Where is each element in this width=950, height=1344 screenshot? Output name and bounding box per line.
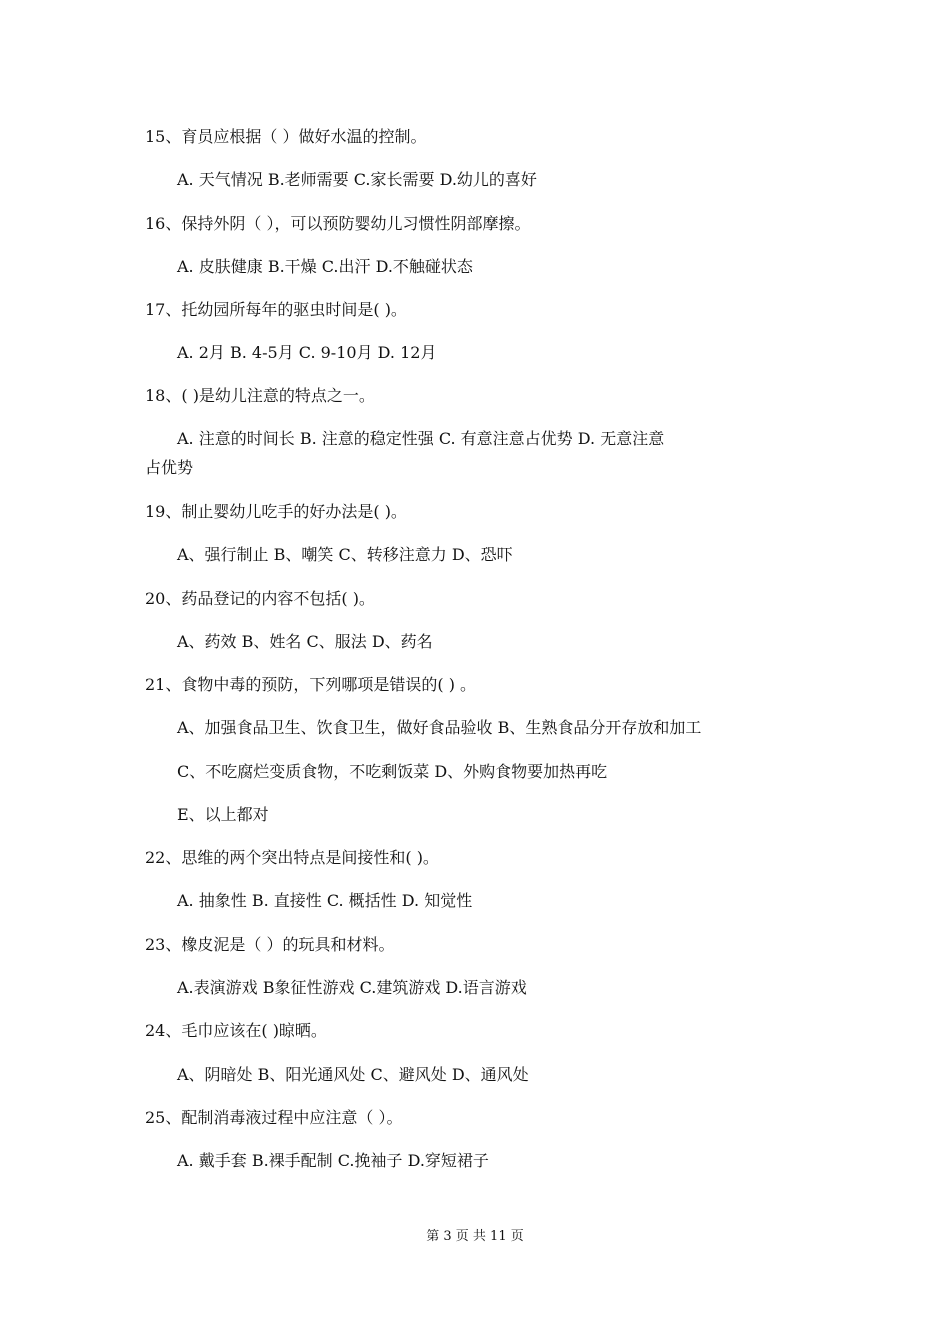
question-23: 23、橡皮泥是（ ）的玩具和材料。 bbox=[145, 935, 395, 954]
question-25-options: A. 戴手套 B.裸手配制 C.挽袖子 D.穿短裙子 bbox=[177, 1151, 489, 1170]
question-20-options: A、药效 B、姓名 C、服法 D、药名 bbox=[177, 632, 433, 651]
question-22: 22、思维的两个突出特点是间接性和( )。 bbox=[145, 848, 439, 867]
page-number-footer: 第 3 页 共 11 页 bbox=[426, 1229, 524, 1244]
question-20: 20、药品登记的内容不包括( )。 bbox=[145, 589, 375, 608]
question-17: 17、托幼园所每年的驱虫时间是( )。 bbox=[145, 300, 407, 319]
question-19: 19、制止婴幼儿吃手的好办法是( )。 bbox=[145, 502, 407, 521]
question-18-options: A. 注意的时间长 B. 注意的稳定性强 C. 有意注意占优势 D. 无意注意 bbox=[177, 429, 665, 448]
question-18: 18、( )是幼儿注意的特点之一。 bbox=[145, 386, 375, 405]
question-16: 16、保持外阴（ ），可以预防婴幼儿习惯性阴部摩擦。 bbox=[145, 214, 531, 233]
question-23-options: A.表演游戏 B象征性游戏 C.建筑游戏 D.语言游戏 bbox=[177, 978, 527, 997]
question-16-options: A. 皮肤健康 B.干燥 C.出汗 D.不触碰状态 bbox=[177, 257, 473, 276]
question-22-options: A. 抽象性 B. 直接性 C. 概括性 D. 知觉性 bbox=[177, 891, 473, 910]
question-18-options-continuation: 占优势 bbox=[145, 458, 194, 477]
question-21-options-row-3: E、以上都对 bbox=[177, 805, 269, 824]
question-15-options: A. 天气情况 B.老师需要 C.家长需要 D.幼儿的喜好 bbox=[177, 170, 537, 189]
question-21-options-row-2: C、不吃腐烂变质食物，不吃剩饭菜 D、外购食物要加热再吃 bbox=[177, 762, 608, 781]
question-21: 21、食物中毒的预防，下列哪项是错误的( ) 。 bbox=[145, 675, 477, 694]
question-15: 15、育员应根据（ ）做好水温的控制。 bbox=[145, 127, 427, 146]
question-21-options-row-1: A、加强食品卫生、饮食卫生，做好食品验收 B、生熟食品分开存放和加工 bbox=[177, 718, 702, 737]
question-24-options: A、阴暗处 B、阳光通风处 C、避风处 D、通风处 bbox=[177, 1065, 529, 1084]
question-17-options: A. 2月 B. 4-5月 C. 9-10月 D. 12月 bbox=[177, 343, 437, 362]
question-25: 25、配制消毒液过程中应注意（ ）。 bbox=[145, 1108, 403, 1127]
question-19-options: A、强行制止 B、嘲笑 C、转移注意力 D、恐吓 bbox=[177, 545, 513, 564]
question-24: 24、毛巾应该在( )晾晒。 bbox=[145, 1021, 327, 1040]
